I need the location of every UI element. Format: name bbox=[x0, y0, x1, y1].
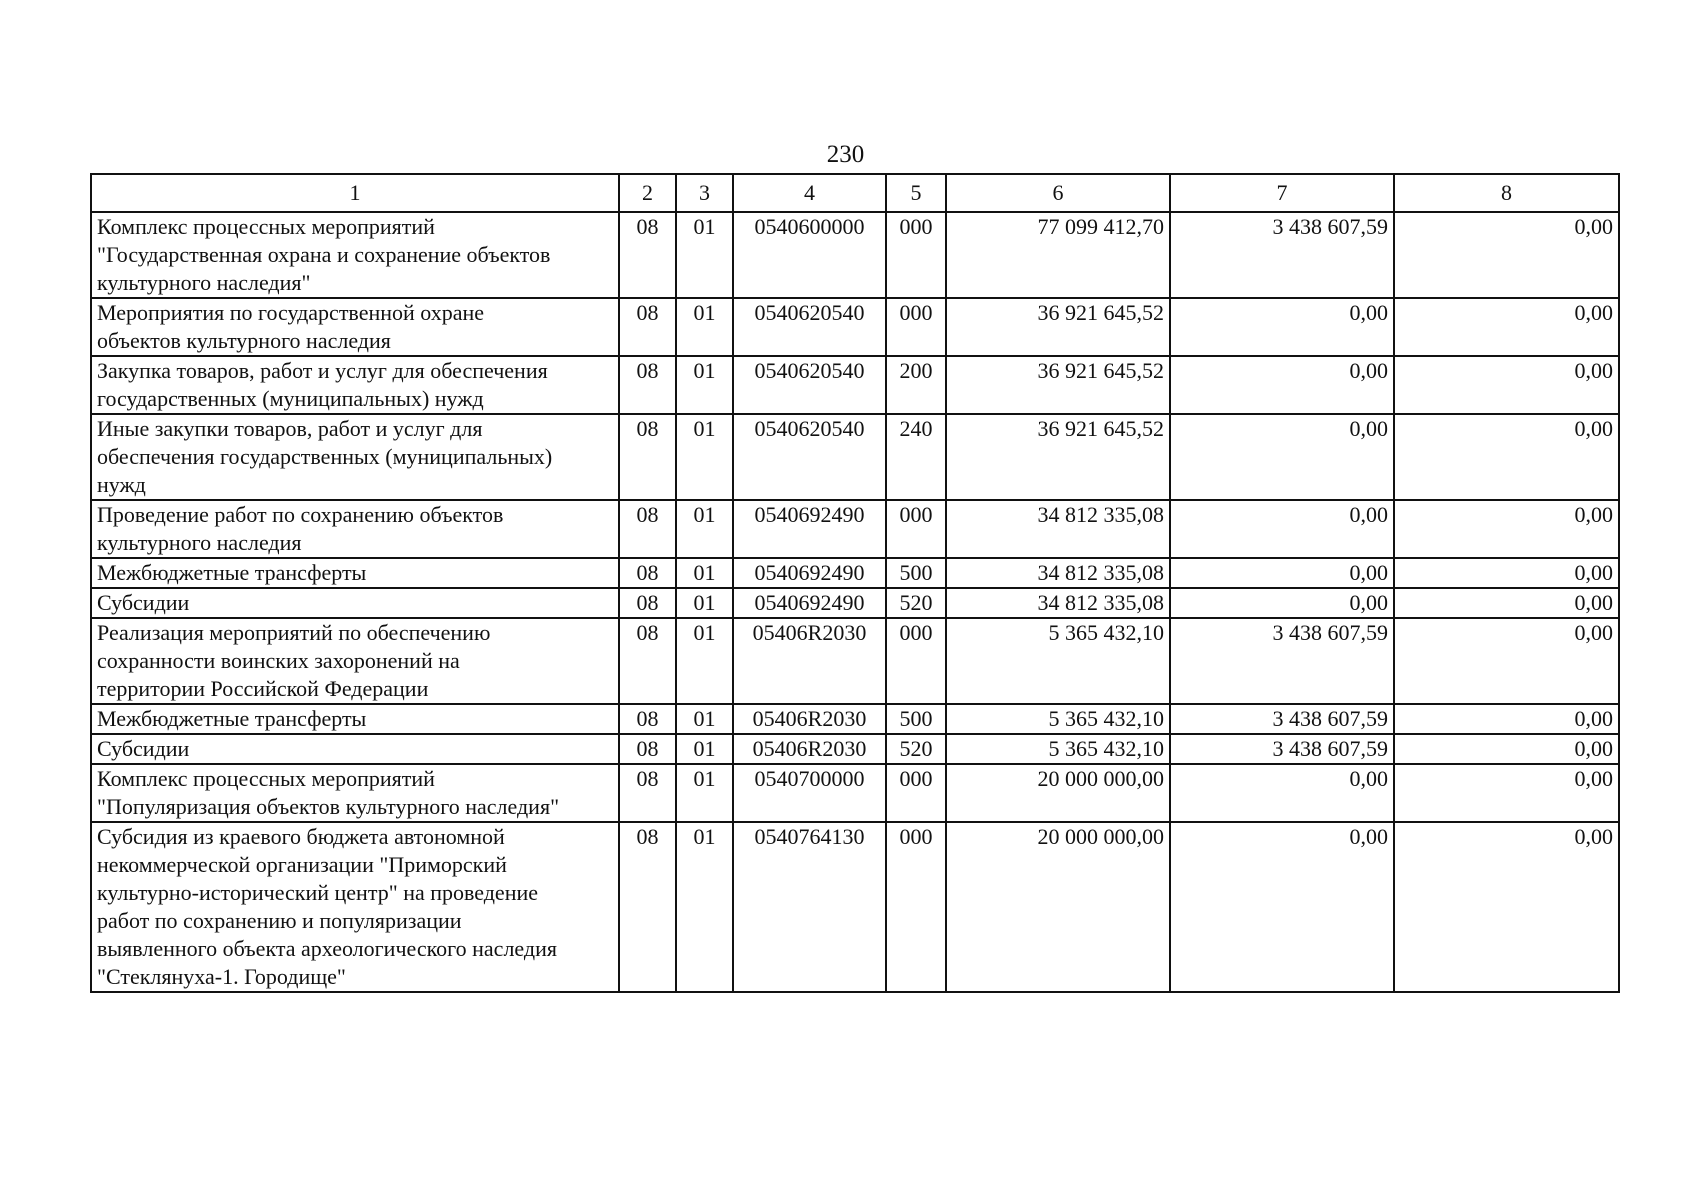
amount-total-cell: 5 365 432,10 bbox=[946, 618, 1170, 704]
column-header-2: 2 bbox=[619, 174, 676, 212]
row-name-cell: Закупка товаров, работ и услуг для обеспечения государственных (муниципальных) нужд bbox=[91, 356, 619, 414]
amount-other-cell: 0,00 bbox=[1394, 500, 1619, 558]
target-article-cell: 0540692490 bbox=[733, 588, 886, 618]
amount-total-cell: 5 365 432,10 bbox=[946, 734, 1170, 764]
subsection-code-cell: 01 bbox=[676, 764, 733, 822]
row-name-cell: Иные закупки товаров, работ и услуг для обеспечения государственных (муниципальных) нужд bbox=[91, 414, 619, 500]
row-name-cell: Межбюджетные трансферты bbox=[91, 558, 619, 588]
subsection-code-cell: 01 bbox=[676, 356, 733, 414]
expense-type-cell: 000 bbox=[886, 764, 946, 822]
section-code-cell: 08 bbox=[619, 822, 676, 992]
subsection-code-cell: 01 bbox=[676, 558, 733, 588]
table-row bbox=[91, 588, 1619, 618]
column-header-1: 1 bbox=[91, 174, 619, 212]
amount-other-cell: 0,00 bbox=[1394, 734, 1619, 764]
expense-type-cell: 000 bbox=[886, 298, 946, 356]
expense-type-cell: 520 bbox=[886, 734, 946, 764]
budget-table bbox=[90, 173, 1620, 993]
amount-other-cell: 0,00 bbox=[1394, 298, 1619, 356]
section-code-cell: 08 bbox=[619, 734, 676, 764]
table-header bbox=[91, 174, 1619, 212]
expense-type-cell: 200 bbox=[886, 356, 946, 414]
amount-federal-cell: 0,00 bbox=[1170, 414, 1394, 500]
amount-federal-cell: 3 438 607,59 bbox=[1170, 704, 1394, 734]
section-code-cell: 08 bbox=[619, 356, 676, 414]
subsection-code-cell: 01 bbox=[676, 704, 733, 734]
amount-federal-cell: 0,00 bbox=[1170, 822, 1394, 992]
subsection-code-cell: 01 bbox=[676, 618, 733, 704]
subsection-code-cell: 01 bbox=[676, 822, 733, 992]
table-row bbox=[91, 212, 1619, 298]
amount-total-cell: 34 812 335,08 bbox=[946, 588, 1170, 618]
table-row bbox=[91, 558, 1619, 588]
section-code-cell: 08 bbox=[619, 618, 676, 704]
target-article-cell: 0540620540 bbox=[733, 356, 886, 414]
section-code-cell: 08 bbox=[619, 212, 676, 298]
target-article-cell: 0540700000 bbox=[733, 764, 886, 822]
column-header-8: 8 bbox=[1394, 174, 1619, 212]
table-body bbox=[91, 212, 1619, 992]
amount-total-cell: 34 812 335,08 bbox=[946, 500, 1170, 558]
table-row bbox=[91, 356, 1619, 414]
amount-total-cell: 5 365 432,10 bbox=[946, 704, 1170, 734]
expense-type-cell: 000 bbox=[886, 500, 946, 558]
column-header-5: 5 bbox=[886, 174, 946, 212]
expense-type-cell: 000 bbox=[886, 212, 946, 298]
target-article-cell: 0540620540 bbox=[733, 414, 886, 500]
amount-other-cell: 0,00 bbox=[1394, 704, 1619, 734]
subsection-code-cell: 01 bbox=[676, 734, 733, 764]
amount-other-cell: 0,00 bbox=[1394, 618, 1619, 704]
section-code-cell: 08 bbox=[619, 414, 676, 500]
section-code-cell: 08 bbox=[619, 764, 676, 822]
amount-other-cell: 0,00 bbox=[1394, 588, 1619, 618]
section-code-cell: 08 bbox=[619, 500, 676, 558]
expense-type-cell: 500 bbox=[886, 704, 946, 734]
header-row bbox=[91, 174, 1619, 212]
section-code-cell: 08 bbox=[619, 704, 676, 734]
page-number: 230 bbox=[826, 141, 865, 168]
row-name-cell: Субсидия из краевого бюджета автономной некоммерческой организации "Приморский культурно-исторический центр" на проведение работ по сохранению и популяризации выявленного объекта археологического наследия "Стеклянуха-1. Городище" bbox=[91, 822, 619, 992]
row-name-cell: Субсидии bbox=[91, 588, 619, 618]
table-row bbox=[91, 618, 1619, 704]
subsection-code-cell: 01 bbox=[676, 298, 733, 356]
amount-federal-cell: 0,00 bbox=[1170, 500, 1394, 558]
amount-total-cell: 20 000 000,00 bbox=[946, 822, 1170, 992]
column-header-6: 6 bbox=[946, 174, 1170, 212]
column-header-4: 4 bbox=[733, 174, 886, 212]
amount-total-cell: 36 921 645,52 bbox=[946, 414, 1170, 500]
expense-type-cell: 240 bbox=[886, 414, 946, 500]
amount-federal-cell: 3 438 607,59 bbox=[1170, 212, 1394, 298]
expense-type-cell: 520 bbox=[886, 588, 946, 618]
target-article-cell: 0540692490 bbox=[733, 500, 886, 558]
amount-total-cell: 20 000 000,00 bbox=[946, 764, 1170, 822]
subsection-code-cell: 01 bbox=[676, 500, 733, 558]
amount-other-cell: 0,00 bbox=[1394, 356, 1619, 414]
amount-federal-cell: 0,00 bbox=[1170, 356, 1394, 414]
subsection-code-cell: 01 bbox=[676, 414, 733, 500]
table-row bbox=[91, 704, 1619, 734]
row-name-cell: Мероприятия по государственной охране объектов культурного наследия bbox=[91, 298, 619, 356]
section-code-cell: 08 bbox=[619, 298, 676, 356]
table-row bbox=[91, 298, 1619, 356]
row-name-cell: Реализация мероприятий по обеспечению сохранности воинских захоронений на территории Российской Федерации bbox=[91, 618, 619, 704]
amount-other-cell: 0,00 bbox=[1394, 822, 1619, 992]
amount-total-cell: 77 099 412,70 bbox=[946, 212, 1170, 298]
table-row bbox=[91, 822, 1619, 992]
amount-federal-cell: 3 438 607,59 bbox=[1170, 618, 1394, 704]
target-article-cell: 0540692490 bbox=[733, 558, 886, 588]
amount-federal-cell: 0,00 bbox=[1170, 764, 1394, 822]
amount-federal-cell: 3 438 607,59 bbox=[1170, 734, 1394, 764]
expense-type-cell: 000 bbox=[886, 618, 946, 704]
expense-type-cell: 000 bbox=[886, 822, 946, 992]
target-article-cell: 05406R2030 bbox=[733, 704, 886, 734]
row-name-cell: Комплекс процессных мероприятий "Государственная охрана и сохранение объектов культурного наследия" bbox=[91, 212, 619, 298]
amount-total-cell: 36 921 645,52 bbox=[946, 356, 1170, 414]
amount-other-cell: 0,00 bbox=[1394, 558, 1619, 588]
target-article-cell: 05406R2030 bbox=[733, 734, 886, 764]
section-code-cell: 08 bbox=[619, 558, 676, 588]
amount-federal-cell: 0,00 bbox=[1170, 558, 1394, 588]
target-article-cell: 0540764130 bbox=[733, 822, 886, 992]
amount-other-cell: 0,00 bbox=[1394, 414, 1619, 500]
amount-total-cell: 34 812 335,08 bbox=[946, 558, 1170, 588]
table-row bbox=[91, 734, 1619, 764]
subsection-code-cell: 01 bbox=[676, 212, 733, 298]
amount-federal-cell: 0,00 bbox=[1170, 298, 1394, 356]
row-name-cell: Комплекс процессных мероприятий "Популяризация объектов культурного наследия" bbox=[91, 764, 619, 822]
amount-total-cell: 36 921 645,52 bbox=[946, 298, 1170, 356]
column-header-7: 7 bbox=[1170, 174, 1394, 212]
target-article-cell: 0540620540 bbox=[733, 298, 886, 356]
row-name-cell: Субсидии bbox=[91, 734, 619, 764]
table-row bbox=[91, 414, 1619, 500]
target-article-cell: 0540600000 bbox=[733, 212, 886, 298]
table-row bbox=[91, 500, 1619, 558]
amount-other-cell: 0,00 bbox=[1394, 212, 1619, 298]
row-name-cell: Проведение работ по сохранению объектов культурного наследия bbox=[91, 500, 619, 558]
section-code-cell: 08 bbox=[619, 588, 676, 618]
amount-other-cell: 0,00 bbox=[1394, 764, 1619, 822]
column-header-3: 3 bbox=[676, 174, 733, 212]
row-name-cell: Межбюджетные трансферты bbox=[91, 704, 619, 734]
target-article-cell: 05406R2030 bbox=[733, 618, 886, 704]
expense-type-cell: 500 bbox=[886, 558, 946, 588]
table-row bbox=[91, 764, 1619, 822]
amount-federal-cell: 0,00 bbox=[1170, 588, 1394, 618]
subsection-code-cell: 01 bbox=[676, 588, 733, 618]
